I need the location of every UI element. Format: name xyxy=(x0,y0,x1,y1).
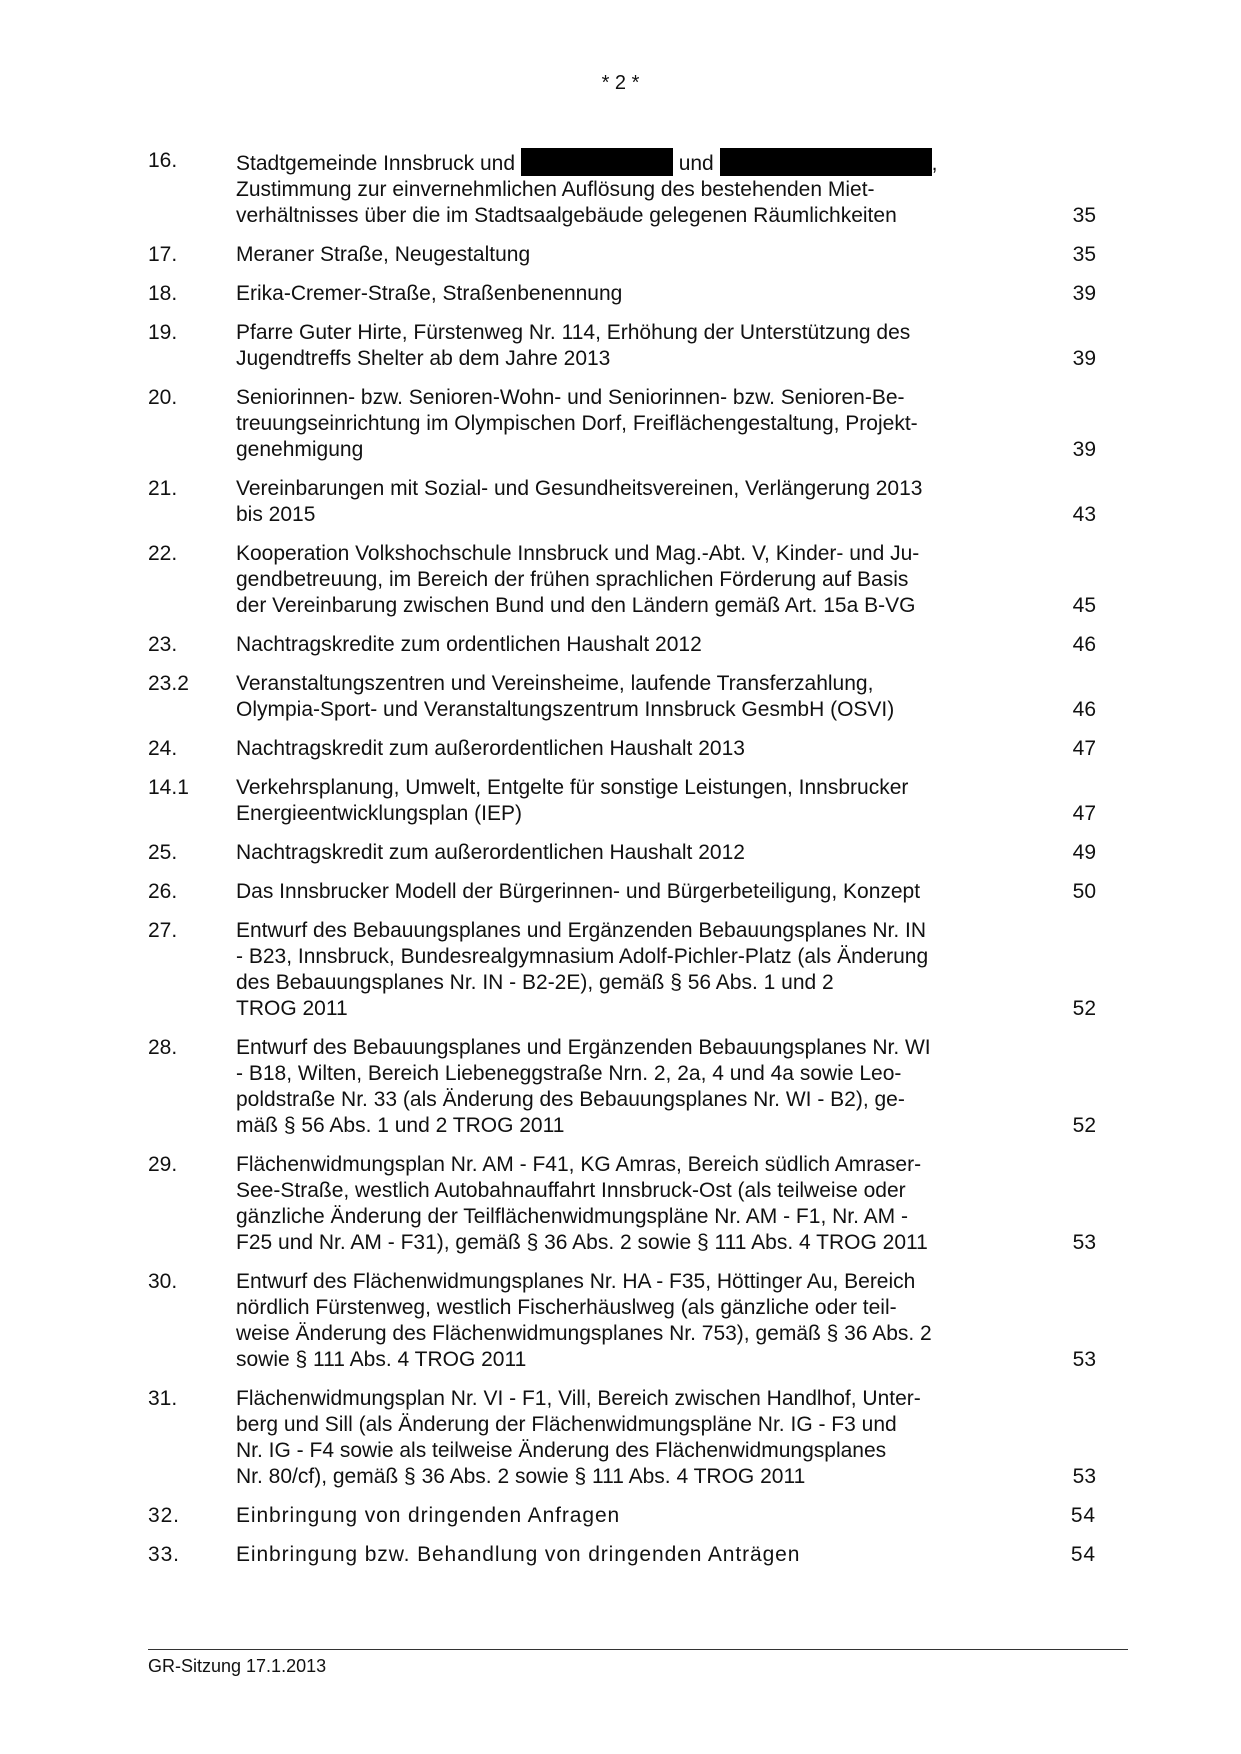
toc-entry xyxy=(148,1386,1096,1490)
toc-entry-page: 39 xyxy=(1072,282,1096,305)
toc-entry-line: - B23, Innsbruck, Bundesrealgymnasium Adolf-Pichler-Platz (als Änderung xyxy=(236,945,929,968)
toc-entry-page: 53 xyxy=(1072,1465,1096,1488)
toc-entry-line: Meraner Straße, Neugestaltung xyxy=(236,243,531,266)
toc-entry xyxy=(148,541,1096,619)
toc-entry-line: verhältnisses über die im Stadtsaalgebäude gelegenen Räumlichkeiten xyxy=(236,204,897,227)
toc-entry-page: 43 xyxy=(1072,503,1096,526)
toc-entry-page: 52 xyxy=(1072,997,1096,1020)
toc-entry-line: Flächenwidmungsplan Nr. VI - F1, Vill, Bereich zwischen Handlhof, Unter- xyxy=(236,1387,921,1410)
toc-entry-line: Nr. 80/cf), gemäß § 36 Abs. 2 sowie § 111 Abs. 4 TROG 2011 xyxy=(236,1465,806,1488)
footer-text: GR-Sitzung 17.1.2013 xyxy=(148,1656,327,1676)
toc-entry-page: 53 xyxy=(1072,1231,1096,1254)
toc-entry-line: Kooperation Volkshochschule Innsbruck und Mag.-Abt. V, Kinder- und Ju- xyxy=(236,542,920,565)
toc-entry-number: 33. xyxy=(148,1543,180,1566)
toc-entry xyxy=(148,918,1096,1022)
toc-entry-title xyxy=(236,320,1056,372)
toc-entry-title xyxy=(236,1269,1056,1373)
toc-entry-title xyxy=(236,385,1056,463)
toc-entry-number: 21. xyxy=(148,477,178,500)
toc-entry-number: 31. xyxy=(148,1387,178,1410)
toc-entry xyxy=(148,840,1096,866)
toc-entry-line: Zustimmung zur einvernehmlichen Auflösung des bestehenden Miet- xyxy=(236,178,875,201)
toc-entry-number: 30. xyxy=(148,1270,178,1293)
toc-entry xyxy=(148,476,1096,528)
toc-entry-title xyxy=(236,775,1056,827)
toc-entry-number: 20. xyxy=(148,386,178,409)
toc-entry-line: Einbringung von dringenden Anfragen xyxy=(236,1504,621,1527)
toc-entry-line: treuungseinrichtung im Olympischen Dorf, Freiflächengestaltung, Projekt- xyxy=(236,412,918,435)
toc-entry-line: des Bebauungsplanes Nr. IN - B2-2E), gemäß § 56 Abs. 1 und 2 xyxy=(236,971,834,994)
toc-entry-title xyxy=(236,1035,1056,1139)
toc-entry-line: F25 und Nr. AM - F31), gemäß § 36 Abs. 2 sowie § 111 Abs. 4 TROG 2011 xyxy=(236,1231,928,1254)
toc-entry-line: mäß § 56 Abs. 1 und 2 TROG 2011 xyxy=(236,1114,565,1137)
toc-entry-line: nördlich Fürstenweg, westlich Fischerhäuslweg (als gänzliche oder teil- xyxy=(236,1296,897,1319)
toc-entry-page: 50 xyxy=(1072,880,1096,903)
toc-entry-line: Seniorinnen- bzw. Senioren-Wohn- und Seniorinnen- bzw. Senioren-Be- xyxy=(236,386,905,409)
toc-entry-line: See-Straße, westlich Autobahnauffahrt Innsbruck-Ost (als teilweise oder xyxy=(236,1179,906,1202)
toc-entry-line: Olympia-Sport- und Veranstaltungszentrum Innsbruck GesmbH (OSVI) xyxy=(236,698,895,721)
toc-entry-page: 47 xyxy=(1072,737,1096,760)
toc-entry-line: - B18, Wilten, Bereich Liebeneggstraße Nrn. 2, 2a, 4 und 4a sowie Leo- xyxy=(236,1062,902,1085)
toc-entry xyxy=(148,1035,1096,1139)
toc-entry-number: 28. xyxy=(148,1036,178,1059)
table-of-contents xyxy=(148,148,1096,1581)
toc-entry-title xyxy=(236,1386,1056,1490)
toc-entry-page: 54 xyxy=(1070,1543,1096,1566)
toc-entry-page: 47 xyxy=(1072,802,1096,825)
toc-entry-page: 54 xyxy=(1070,1504,1096,1527)
toc-entry-page: 46 xyxy=(1072,633,1096,656)
toc-entry-line: Energieentwicklungsplan (IEP) xyxy=(236,802,522,825)
toc-entry-title xyxy=(236,632,1056,658)
toc-entry xyxy=(148,736,1096,762)
toc-entry xyxy=(148,148,1096,229)
toc-entry-line: bis 2015 xyxy=(236,503,316,526)
toc-entry-page: 49 xyxy=(1072,841,1096,864)
toc-entry-line: Nr. IG - F4 sowie als teilweise Änderung des Flächenwidmungsplanes xyxy=(236,1439,887,1462)
toc-entry-line: Entwurf des Bebauungsplanes und Ergänzenden Bebauungsplanes Nr. WI xyxy=(236,1036,931,1059)
toc-entry-title xyxy=(236,840,1056,866)
toc-entry-number: 27. xyxy=(148,919,178,942)
toc-entry-page: 39 xyxy=(1072,438,1096,461)
toc-entry-title xyxy=(236,476,1056,528)
toc-entry-number: 32. xyxy=(148,1504,180,1527)
toc-entry xyxy=(148,879,1096,905)
toc-entry-title xyxy=(236,879,1056,905)
toc-entry-number: 18. xyxy=(148,282,178,305)
toc-entry-line: Erika-Cremer-Straße, Straßenbenennung xyxy=(236,282,623,305)
toc-entry-number: 24. xyxy=(148,737,178,760)
toc-entry xyxy=(148,1503,1096,1529)
toc-list xyxy=(148,242,1096,1568)
toc-entry-line: gendbetreuung, im Bereich der frühen sprachlichen Förderung auf Basis xyxy=(236,568,909,591)
toc-entry-title xyxy=(236,1542,1056,1568)
toc-entry-line: Verkehrsplanung, Umwelt, Entgelte für sonstige Leistungen, Innsbrucker xyxy=(236,776,909,799)
toc-entry-title xyxy=(236,671,1056,723)
toc-entry xyxy=(148,242,1096,268)
toc-entry-number: 29. xyxy=(148,1153,178,1176)
redaction-box xyxy=(720,148,932,176)
toc-entry xyxy=(148,385,1096,463)
toc-entry-line: Das Innsbrucker Modell der Bürgerinnen- und Bürgerbeteiligung, Konzept xyxy=(236,880,921,903)
footer-divider xyxy=(148,1649,1128,1650)
toc-entry xyxy=(148,281,1096,307)
toc-entry-line: poldstraße Nr. 33 (als Änderung des Bebauungsplanes Nr. WI - B2), ge- xyxy=(236,1088,905,1111)
toc-entry-page: 46 xyxy=(1072,698,1096,721)
redaction-box xyxy=(521,148,673,176)
toc-entry-line: genehmigung xyxy=(236,438,364,461)
toc-entry-line: Vereinbarungen mit Sozial- und Gesundheitsvereinen, Verlängerung 2013 xyxy=(236,477,923,500)
toc-entry-line: Pfarre Guter Hirte, Fürstenweg Nr. 114, Erhöhung der Unterstützung des xyxy=(236,321,911,344)
toc-entry-line: Stadtgemeinde Innsbruck und und , xyxy=(236,148,1036,177)
toc-entry-number: 17. xyxy=(148,243,178,266)
toc-entry-page: 52 xyxy=(1072,1114,1096,1137)
toc-entry-title xyxy=(236,1503,1056,1529)
toc-entry-page: 39 xyxy=(1072,347,1096,370)
toc-entry-title xyxy=(236,242,1056,268)
page-number: * 2 * xyxy=(601,72,640,94)
toc-entry xyxy=(148,320,1096,372)
toc-entry-number: 22. xyxy=(148,542,178,565)
toc-entry-page: 35 xyxy=(1072,243,1096,266)
toc-entry-line: Nachtragskredite zum ordentlichen Haushalt 2012 xyxy=(236,633,702,656)
toc-entry xyxy=(148,1152,1096,1256)
toc-entry-title xyxy=(236,148,1056,229)
toc-entry-line: Flächenwidmungsplan Nr. AM - F41, KG Amras, Bereich südlich Amraser- xyxy=(236,1153,922,1176)
toc-entry-title xyxy=(236,281,1056,307)
toc-entry-number: 23. xyxy=(148,633,178,656)
toc-entry-line: Veranstaltungszentren und Vereinsheime, laufende Transferzahlung, xyxy=(236,672,874,695)
toc-entry-title xyxy=(236,1152,1056,1256)
toc-entry-number: 14.1 xyxy=(148,776,189,799)
toc-entry-number: 25. xyxy=(148,841,178,864)
toc-entry-number: 23.2 xyxy=(148,672,189,695)
toc-entry-line: Nachtragskredit zum außerordentlichen Haushalt 2012 xyxy=(236,841,745,864)
toc-entry-line: weise Änderung des Flächenwidmungsplanes Nr. 753), gemäß § 36 Abs. 2 xyxy=(236,1322,932,1345)
toc-entry-title xyxy=(236,541,1056,619)
toc-entry-line: Jugendtreffs Shelter ab dem Jahre 2013 xyxy=(236,347,611,370)
toc-entry xyxy=(148,632,1096,658)
toc-entry-number: 26. xyxy=(148,880,178,903)
toc-entry xyxy=(148,1269,1096,1373)
toc-entry xyxy=(148,671,1096,723)
toc-entry-number: 19. xyxy=(148,321,178,344)
toc-entry-line: Entwurf des Bebauungsplanes und Ergänzenden Bebauungsplanes Nr. IN xyxy=(236,919,926,942)
toc-entry-page: 45 xyxy=(1072,594,1096,617)
toc-entry-line: Entwurf des Flächenwidmungsplanes Nr. HA - F35, Höttinger Au, Bereich xyxy=(236,1270,916,1293)
toc-entry-line: der Vereinbarung zwischen Bund und den Ländern gemäß Art. 15a B-VG xyxy=(236,594,916,617)
toc-entry xyxy=(148,1542,1096,1568)
toc-entry-title xyxy=(236,736,1056,762)
toc-entry-page: 53 xyxy=(1072,1348,1096,1371)
toc-entry-number: 16. xyxy=(148,149,178,172)
toc-entry-line: Einbringung bzw. Behandlung von dringenden Anträgen xyxy=(236,1543,801,1566)
toc-entry-line: TROG 2011 xyxy=(236,997,348,1020)
toc-entry-line: Nachtragskredit zum außerordentlichen Haushalt 2013 xyxy=(236,737,745,760)
toc-entry-title xyxy=(236,918,1056,1022)
toc-entry-page: 35 xyxy=(1072,204,1096,227)
toc-entry-line: gänzliche Änderung der Teilflächenwidmungspläne Nr. AM - F1, Nr. AM - xyxy=(236,1205,908,1228)
toc-entry-line: berg und Sill (als Änderung der Flächenwidmungspläne Nr. IG - F3 und xyxy=(236,1413,897,1436)
toc-entry-line: sowie § 111 Abs. 4 TROG 2011 xyxy=(236,1348,527,1371)
toc-entry xyxy=(148,775,1096,827)
